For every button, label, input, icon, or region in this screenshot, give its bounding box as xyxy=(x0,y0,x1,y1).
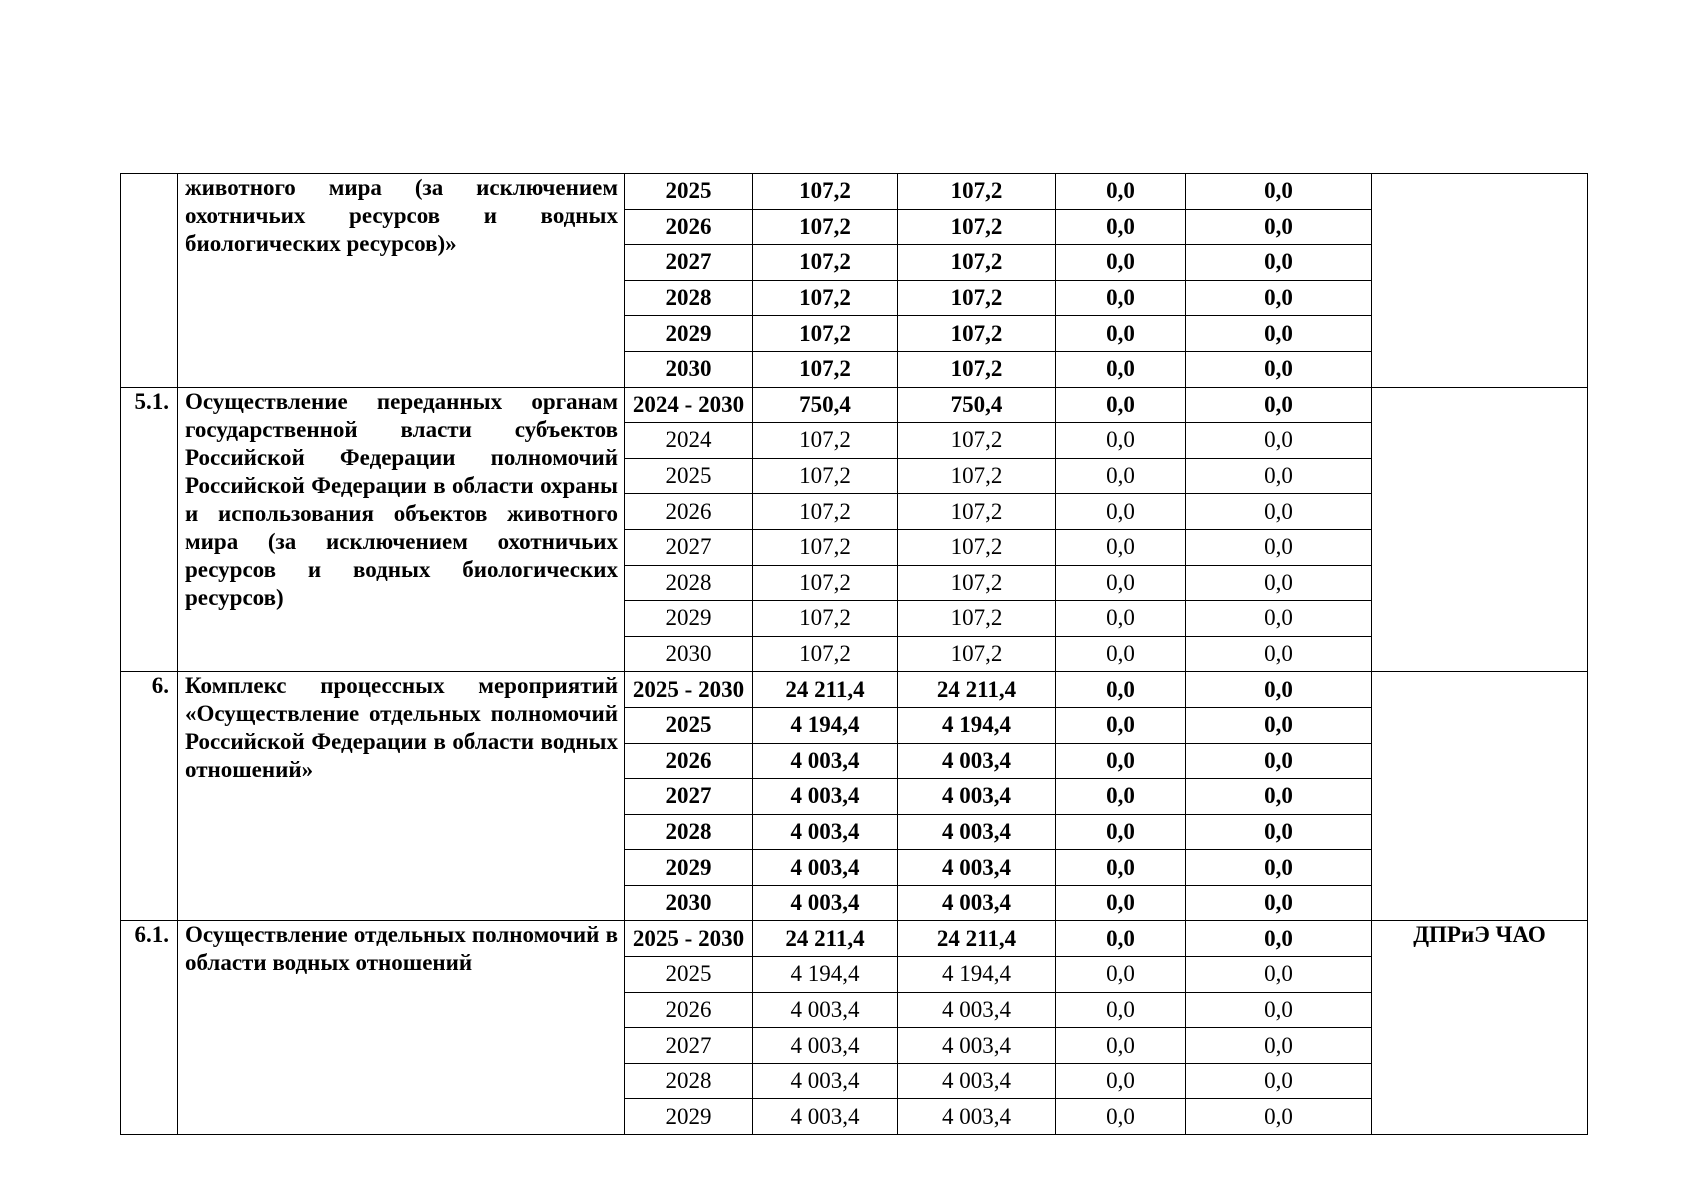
regional-cell: 0,0 xyxy=(1056,957,1186,993)
responsible-cell: ДПРиЭ ЧАО xyxy=(1372,921,1588,1135)
period-cell: 2028 xyxy=(625,565,753,601)
other-cell: 0,0 xyxy=(1186,209,1372,245)
federal-cell: 750,4 xyxy=(898,387,1056,423)
item-name: животного мира (за исключением охотничьих ресурсов и водных биологических ресурсов)» xyxy=(178,174,625,388)
other-cell: 0,0 xyxy=(1186,636,1372,672)
regional-cell: 0,0 xyxy=(1056,529,1186,565)
total-cell: 107,2 xyxy=(753,636,898,672)
item-number xyxy=(121,174,178,388)
other-cell: 0,0 xyxy=(1186,245,1372,281)
other-cell: 0,0 xyxy=(1186,779,1372,815)
total-cell: 107,2 xyxy=(753,494,898,530)
other-cell: 0,0 xyxy=(1186,280,1372,316)
other-cell: 0,0 xyxy=(1186,387,1372,423)
other-cell: 0,0 xyxy=(1186,850,1372,886)
total-cell: 107,2 xyxy=(753,209,898,245)
other-cell: 0,0 xyxy=(1186,458,1372,494)
regional-cell: 0,0 xyxy=(1056,494,1186,530)
regional-cell: 0,0 xyxy=(1056,779,1186,815)
period-cell: 2029 xyxy=(625,601,753,637)
regional-cell: 0,0 xyxy=(1056,885,1186,921)
period-cell: 2029 xyxy=(625,1099,753,1135)
period-cell: 2026 xyxy=(625,209,753,245)
other-cell: 0,0 xyxy=(1186,351,1372,387)
total-cell: 4 003,4 xyxy=(753,992,898,1028)
item-name: Комплекс процессных мероприятий «Осуществление отдельных полномочий Российской Федерации в области водных отношений» xyxy=(178,672,625,921)
total-cell: 4 003,4 xyxy=(753,1028,898,1064)
total-cell: 4 003,4 xyxy=(753,814,898,850)
total-cell: 4 003,4 xyxy=(753,1099,898,1135)
other-cell: 0,0 xyxy=(1186,494,1372,530)
period-cell: 2028 xyxy=(625,1063,753,1099)
total-cell: 107,2 xyxy=(753,601,898,637)
total-cell: 4 003,4 xyxy=(753,885,898,921)
period-cell: 2030 xyxy=(625,636,753,672)
item-name: Осуществление переданных органам государственной власти субъектов Российской Федерации полномочий Российской Федерации в области охраны и использования объектов животного мира (за исключением охотничьих ресурсов и водных биологических ресурсов) xyxy=(178,387,625,672)
table-row xyxy=(121,921,1588,957)
period-cell: 2025 xyxy=(625,458,753,494)
federal-cell: 4 003,4 xyxy=(898,1099,1056,1135)
federal-cell: 107,2 xyxy=(898,494,1056,530)
regional-cell: 0,0 xyxy=(1056,423,1186,459)
period-cell: 2027 xyxy=(625,245,753,281)
total-cell: 107,2 xyxy=(753,280,898,316)
other-cell: 0,0 xyxy=(1186,565,1372,601)
regional-cell: 0,0 xyxy=(1056,850,1186,886)
period-cell: 2024 - 2030 xyxy=(625,387,753,423)
regional-cell: 0,0 xyxy=(1056,814,1186,850)
item-number: 6. xyxy=(121,672,178,921)
period-cell: 2028 xyxy=(625,814,753,850)
regional-cell: 0,0 xyxy=(1056,921,1186,957)
regional-cell: 0,0 xyxy=(1056,565,1186,601)
federal-cell: 4 003,4 xyxy=(898,743,1056,779)
period-cell: 2029 xyxy=(625,850,753,886)
regional-cell: 0,0 xyxy=(1056,743,1186,779)
other-cell: 0,0 xyxy=(1186,957,1372,993)
item-name: Осуществление отдельных полномочий в области водных отношений xyxy=(178,921,625,1135)
period-cell: 2030 xyxy=(625,351,753,387)
period-cell: 2027 xyxy=(625,529,753,565)
regional-cell: 0,0 xyxy=(1056,1028,1186,1064)
period-cell: 2025 xyxy=(625,174,753,210)
period-cell: 2027 xyxy=(625,1028,753,1064)
period-cell: 2027 xyxy=(625,779,753,815)
period-cell: 2024 xyxy=(625,423,753,459)
period-cell: 2028 xyxy=(625,280,753,316)
regional-cell: 0,0 xyxy=(1056,351,1186,387)
total-cell: 4 003,4 xyxy=(753,1063,898,1099)
total-cell: 24 211,4 xyxy=(753,672,898,708)
budget-table xyxy=(120,173,1588,1135)
other-cell: 0,0 xyxy=(1186,885,1372,921)
other-cell: 0,0 xyxy=(1186,921,1372,957)
other-cell: 0,0 xyxy=(1186,1028,1372,1064)
federal-cell: 107,2 xyxy=(898,529,1056,565)
other-cell: 0,0 xyxy=(1186,601,1372,637)
total-cell: 107,2 xyxy=(753,423,898,459)
regional-cell: 0,0 xyxy=(1056,387,1186,423)
total-cell: 4 003,4 xyxy=(753,779,898,815)
period-cell: 2025 - 2030 xyxy=(625,921,753,957)
other-cell: 0,0 xyxy=(1186,672,1372,708)
other-cell: 0,0 xyxy=(1186,992,1372,1028)
responsible-cell xyxy=(1372,387,1588,672)
federal-cell: 107,2 xyxy=(898,209,1056,245)
total-cell: 107,2 xyxy=(753,245,898,281)
other-cell: 0,0 xyxy=(1186,1063,1372,1099)
federal-cell: 4 003,4 xyxy=(898,779,1056,815)
total-cell: 107,2 xyxy=(753,351,898,387)
regional-cell: 0,0 xyxy=(1056,992,1186,1028)
total-cell: 107,2 xyxy=(753,316,898,352)
other-cell: 0,0 xyxy=(1186,423,1372,459)
federal-cell: 4 003,4 xyxy=(898,992,1056,1028)
federal-cell: 107,2 xyxy=(898,174,1056,210)
item-number: 6.1. xyxy=(121,921,178,1135)
federal-cell: 4 003,4 xyxy=(898,814,1056,850)
regional-cell: 0,0 xyxy=(1056,245,1186,281)
other-cell: 0,0 xyxy=(1186,529,1372,565)
total-cell: 4 003,4 xyxy=(753,850,898,886)
regional-cell: 0,0 xyxy=(1056,280,1186,316)
regional-cell: 0,0 xyxy=(1056,1063,1186,1099)
responsible-cell xyxy=(1372,672,1588,921)
period-cell: 2025 - 2030 xyxy=(625,672,753,708)
regional-cell: 0,0 xyxy=(1056,601,1186,637)
period-cell: 2025 xyxy=(625,957,753,993)
federal-cell: 107,2 xyxy=(898,601,1056,637)
responsible-cell xyxy=(1372,174,1588,388)
regional-cell: 0,0 xyxy=(1056,174,1186,210)
regional-cell: 0,0 xyxy=(1056,1099,1186,1135)
total-cell: 24 211,4 xyxy=(753,921,898,957)
table-row xyxy=(121,387,1588,423)
other-cell: 0,0 xyxy=(1186,1099,1372,1135)
period-cell: 2025 xyxy=(625,707,753,743)
federal-cell: 107,2 xyxy=(898,565,1056,601)
total-cell: 107,2 xyxy=(753,174,898,210)
other-cell: 0,0 xyxy=(1186,316,1372,352)
federal-cell: 4 003,4 xyxy=(898,1028,1056,1064)
other-cell: 0,0 xyxy=(1186,743,1372,779)
federal-cell: 4 003,4 xyxy=(898,1063,1056,1099)
federal-cell: 4 194,4 xyxy=(898,957,1056,993)
federal-cell: 107,2 xyxy=(898,280,1056,316)
federal-cell: 107,2 xyxy=(898,636,1056,672)
period-cell: 2030 xyxy=(625,885,753,921)
item-number: 5.1. xyxy=(121,387,178,672)
regional-cell: 0,0 xyxy=(1056,316,1186,352)
period-cell: 2026 xyxy=(625,494,753,530)
federal-cell: 107,2 xyxy=(898,458,1056,494)
federal-cell: 107,2 xyxy=(898,423,1056,459)
other-cell: 0,0 xyxy=(1186,814,1372,850)
total-cell: 4 194,4 xyxy=(753,707,898,743)
federal-cell: 107,2 xyxy=(898,316,1056,352)
total-cell: 750,4 xyxy=(753,387,898,423)
regional-cell: 0,0 xyxy=(1056,458,1186,494)
other-cell: 0,0 xyxy=(1186,174,1372,210)
regional-cell: 0,0 xyxy=(1056,209,1186,245)
total-cell: 4 194,4 xyxy=(753,957,898,993)
table-row xyxy=(121,672,1588,708)
federal-cell: 24 211,4 xyxy=(898,921,1056,957)
period-cell: 2026 xyxy=(625,992,753,1028)
federal-cell: 107,2 xyxy=(898,351,1056,387)
federal-cell: 107,2 xyxy=(898,245,1056,281)
period-cell: 2029 xyxy=(625,316,753,352)
federal-cell: 4 003,4 xyxy=(898,850,1056,886)
regional-cell: 0,0 xyxy=(1056,636,1186,672)
table-row xyxy=(121,174,1588,210)
other-cell: 0,0 xyxy=(1186,707,1372,743)
federal-cell: 4 003,4 xyxy=(898,885,1056,921)
regional-cell: 0,0 xyxy=(1056,672,1186,708)
federal-cell: 24 211,4 xyxy=(898,672,1056,708)
regional-cell: 0,0 xyxy=(1056,707,1186,743)
total-cell: 107,2 xyxy=(753,529,898,565)
total-cell: 107,2 xyxy=(753,565,898,601)
total-cell: 107,2 xyxy=(753,458,898,494)
total-cell: 4 003,4 xyxy=(753,743,898,779)
period-cell: 2026 xyxy=(625,743,753,779)
federal-cell: 4 194,4 xyxy=(898,707,1056,743)
